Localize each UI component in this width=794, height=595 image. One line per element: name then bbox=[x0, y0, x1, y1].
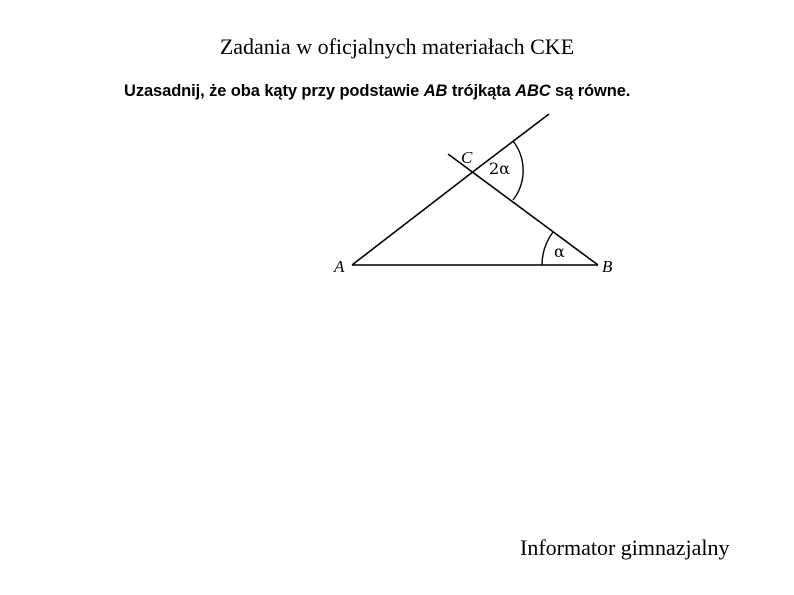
vertex-label-c: C bbox=[461, 148, 473, 167]
vertex-label-a: A bbox=[334, 257, 345, 276]
angle-arc-c bbox=[513, 141, 523, 200]
task-text-part3: są równe. bbox=[550, 82, 631, 100]
angle-label-b: α bbox=[554, 242, 565, 261]
footer-source: Informator gimnazjalny bbox=[520, 535, 730, 560]
segment-ab: AB bbox=[423, 82, 448, 100]
slide-title: Zadania w oficjalnych materiałach CKE bbox=[219, 34, 575, 59]
task-text-part1: Uzasadnij, że oba kąty przy podstawie bbox=[124, 82, 424, 100]
angle-label-c: 2α bbox=[489, 159, 510, 178]
task-text-part2: trójkąta bbox=[447, 82, 516, 100]
vertex-label-b: B bbox=[602, 257, 613, 276]
extension-ac bbox=[474, 114, 549, 171]
triangle-abc: ABC bbox=[515, 82, 551, 100]
angle-arc-b bbox=[542, 232, 553, 265]
side-ac bbox=[352, 171, 474, 265]
